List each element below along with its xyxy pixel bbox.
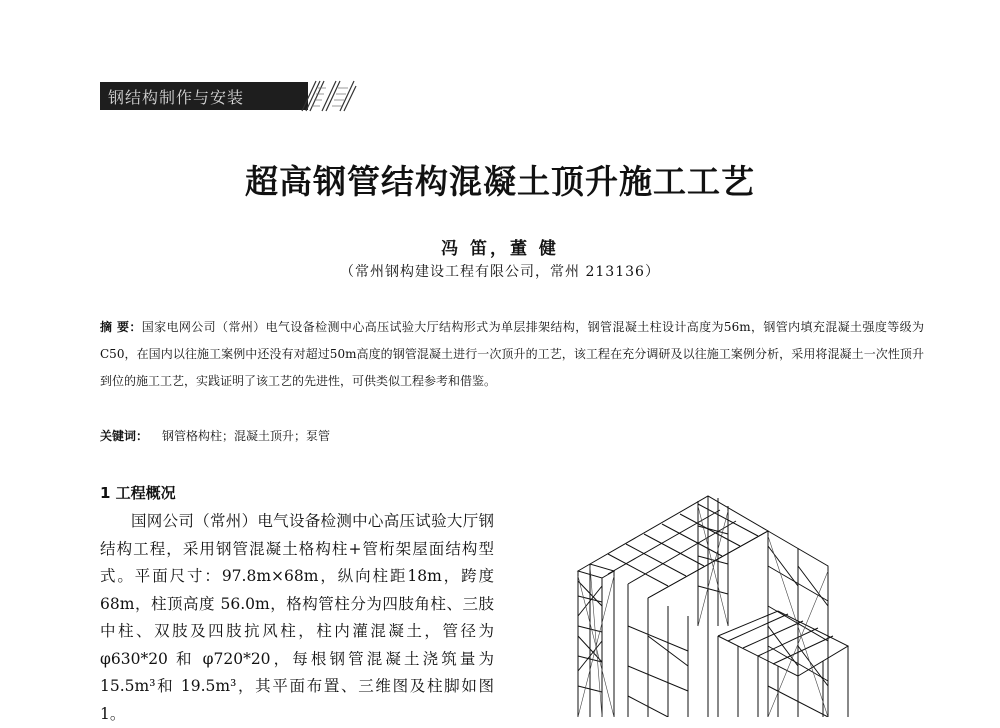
abstract — [100, 314, 924, 395]
abstract-label: 摘 要： — [100, 320, 142, 334]
section-tag-stripes-icon — [296, 80, 358, 112]
keywords-text: 钢管格构柱；混凝土顶升；泵管 — [162, 429, 331, 443]
authors: 冯 笛，董 健 — [441, 239, 559, 259]
affiliation: （常州钢构建设工程有限公司，常州 213136） — [340, 264, 660, 280]
keywords — [100, 423, 924, 450]
steel-structure-3d-image — [568, 486, 860, 717]
abstract-text: 国家电网公司（常州）电气设备检测中心高压试验大厅结构形式为单层排架结构，钢管混凝土柱设计高度为56m，钢管内填充混凝土强度等级为C50，在国内以往施工案例中还没有对超过50m高度的钢管混凝土进行一次顶升的工艺，该工程在充分调研及以往施工案例分析，采用将混凝土一次性顶升到位的施工工艺，实践证明了该工艺的先进性，可供类似工程参考和借鉴。 — [100, 320, 924, 388]
section-heading: 1 工程概况 — [100, 484, 176, 502]
paper-title: 超高钢管结构混凝土顶升施工工艺 — [245, 162, 755, 201]
section-body: 国网公司（常州）电气设备检测中心高压试验大厅钢结构工程，采用钢管混凝土格构柱+管桁架屋面结构型式。平面尺寸：97.8m×68m，纵向柱距18m，跨度 68m，柱顶高度 56.0m，格构管柱分为四肢角柱、三肢中柱、双肢及四肢抗风柱，柱内灌混凝土，管径为 φ630*20 和 φ720*20，每根钢管混凝土浇筑量为 15.5m³和 19.5m³，其平面布置、三维图及柱脚如图 1。 — [100, 512, 494, 723]
section-tag — [100, 80, 358, 112]
section-tag-text: 钢结构制作与安装 — [108, 88, 245, 107]
keywords-label: 关键词： — [100, 429, 149, 443]
